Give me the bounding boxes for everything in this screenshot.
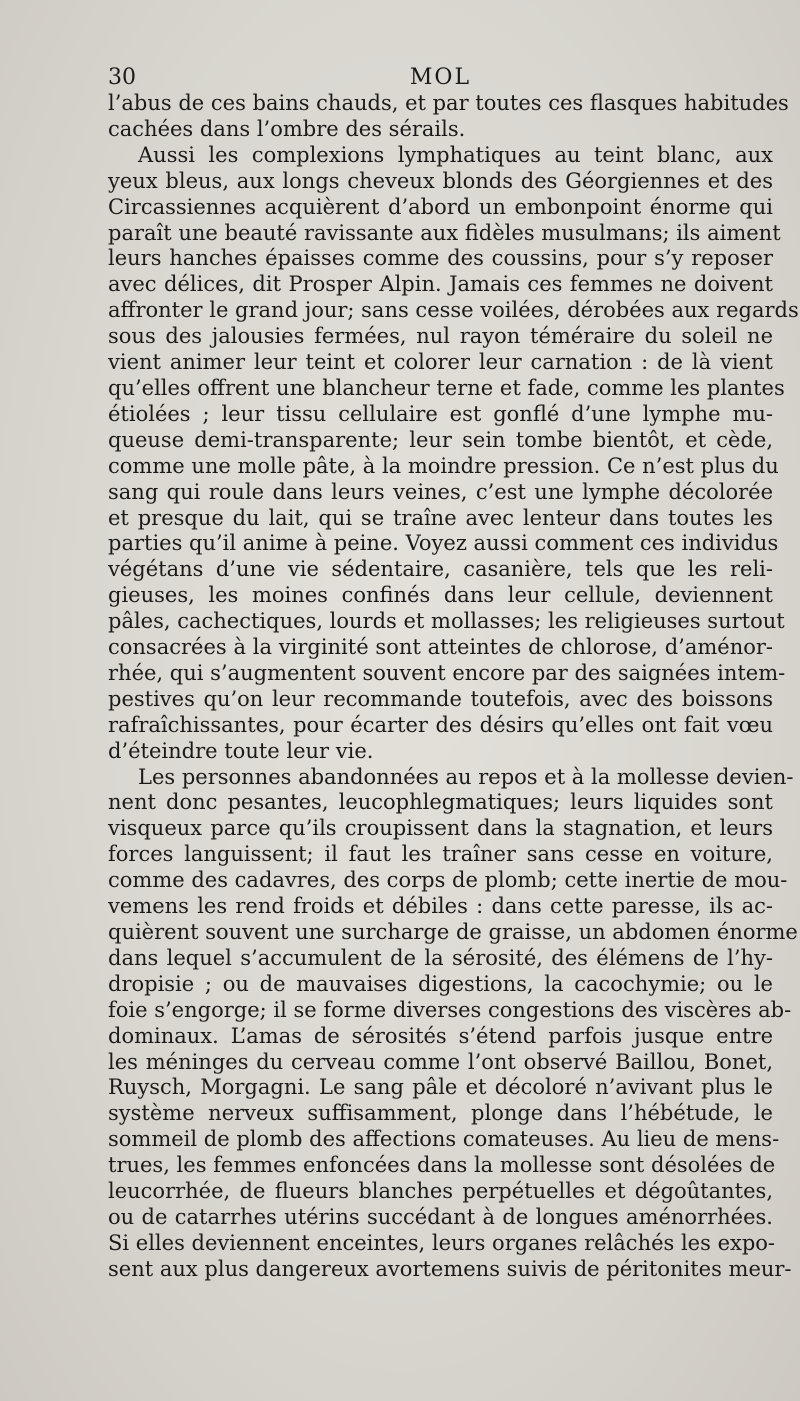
page-number: 30 (108, 65, 136, 90)
text-line: affronter le grand jour; sans cesse voilées, dérobées aux regards (108, 298, 799, 323)
text-line: végétans d’une vie sédentaire, casanière, tels que les reli- (108, 557, 773, 582)
text-line: Les personnes abandonnées au repos et à la mollesse devien- (138, 764, 794, 789)
paragraph (108, 142, 799, 765)
text-line: d’éteindre toute leur vie. (108, 738, 374, 763)
text-line: et presque du lait, qui se traîne avec lenteur dans toutes les (108, 505, 773, 530)
page-header (108, 62, 773, 94)
text-line: gieuses, les moines confinés dans leur cellule, deviennent (108, 583, 773, 608)
text-line: dominaux. L’amas de sérosités s’étend parfois jusque entre (108, 1023, 773, 1048)
text-line: dropisie ; ou de mauvaises digestions, la cacochymie; ou le (108, 971, 773, 996)
text-line: quièrent souvent une surcharge de graisse, un abdomen énorme (108, 920, 798, 944)
text-line: sommeil de plomb des affections comateuses. Au lieu de mens- (108, 1127, 780, 1152)
text-line: yeux bleus, aux longs cheveux blonds des Géorgiennes et des (108, 168, 773, 193)
text-line: Aussi les complexions lymphatiques au teint blanc, aux (138, 142, 773, 167)
text-line: leucorrhée, de flueurs blanches perpétuelles et dégoûtantes, (108, 1179, 773, 1204)
text-line: pestives qu’on leur recommande toutefois, avec des boissons (108, 686, 773, 711)
text-line: sent aux plus dangereux avortemens suivis de péritonites meur- (108, 1256, 792, 1281)
text-line: sang qui roule dans leurs veines, c’est une lymphe décolorée (108, 479, 773, 504)
text-line: foie s’engorge; il se forme diverses congestions des viscères ab- (108, 997, 792, 1022)
text-line: système nerveux suffisamment, plonge dans l’hébétude, le (108, 1101, 773, 1126)
text-line: dans lequel s’accumulent de la sérosité, des élémens de l’hy- (108, 945, 773, 970)
text-line: pâles, cachectiques, lourds et mollasses; les religieuses surtout (108, 609, 785, 634)
text-line: avec délices, dit Prosper Alpin. Jamais ces femmes ne doivent (108, 272, 773, 297)
text-line: Circassiennes acquièrent d’abord un embonpoint énorme qui (108, 194, 773, 219)
text-line: qu’elles offrent une blancheur terne et fade, comme les plantes (108, 375, 785, 400)
text-line: nent donc pesantes, leucophlegmatiques; leurs liquides sont (108, 790, 773, 815)
text-line: rhée, qui s’augmentent souvent encore par des saignées intem- (108, 660, 786, 685)
text-line: étiolées ; leur tissu cellulaire est gonflé d’une lymphe mu- (108, 401, 773, 426)
text-line: cachées dans l’ombre des sérails. (108, 116, 466, 141)
text-line: ou de catarrhes utérins succédant à de longues aménorrhées. (108, 1204, 773, 1229)
text-line: l’abus de ces bains chauds, et par toutes ces flasques habitudes (108, 91, 789, 115)
text-line: consacrées à la virginité sont atteintes de chlorose, d’aménor- (108, 635, 773, 660)
body-text (108, 91, 799, 1283)
text-line: paraît une beauté ravissante aux fidèles musulmans; ils aiment (108, 220, 781, 245)
text-line: rafraîchissantes, pour écarter des désirs qu’elles ont fait vœu (108, 712, 773, 737)
paragraph (108, 764, 798, 1283)
text-line: comme des cadavres, des corps de plomb; cette inertie de mou- (108, 868, 788, 893)
text-line: trues, les femmes enfoncées dans la mollesse sont désolées de (108, 1153, 776, 1178)
text-line: Si elles deviennent enceintes, leurs organes relâchés les expo- (108, 1230, 776, 1255)
text-line: sous des jalousies fermées, nul rayon téméraire du soleil ne (108, 324, 773, 349)
running-head: MOL (409, 65, 472, 90)
text-line: queuse demi-transparente; leur sein tombe bientôt, et cède, (108, 427, 773, 452)
text-line: vemens les rend froids et débiles : dans cette paresse, ils ac- (108, 894, 773, 919)
text-line: leurs hanches épaisses comme des coussins, pour s’y reposer (108, 246, 773, 271)
text-line: parties qu’il anime à peine. Voyez aussi comment ces individus (108, 531, 779, 556)
text-line: vient animer leur teint et colorer leur carnation : de là vient (108, 350, 773, 375)
text-line: visqueux parce qu’ils croupissent dans la stagnation, et leurs (108, 816, 773, 841)
text-line: forces languissent; il faut les traîner sans cesse en voiture, (108, 842, 773, 867)
text-line: les méninges du cerveau comme l’ont observé Baillou, Bonet, (108, 1049, 773, 1074)
text-line: Ruysch, Morgagni. Le sang pâle et décoloré n’avivant plus le (108, 1075, 773, 1100)
text-line: comme une molle pâte, à la moindre pression. Ce n’est plus du (108, 453, 779, 478)
paragraph (108, 91, 789, 143)
